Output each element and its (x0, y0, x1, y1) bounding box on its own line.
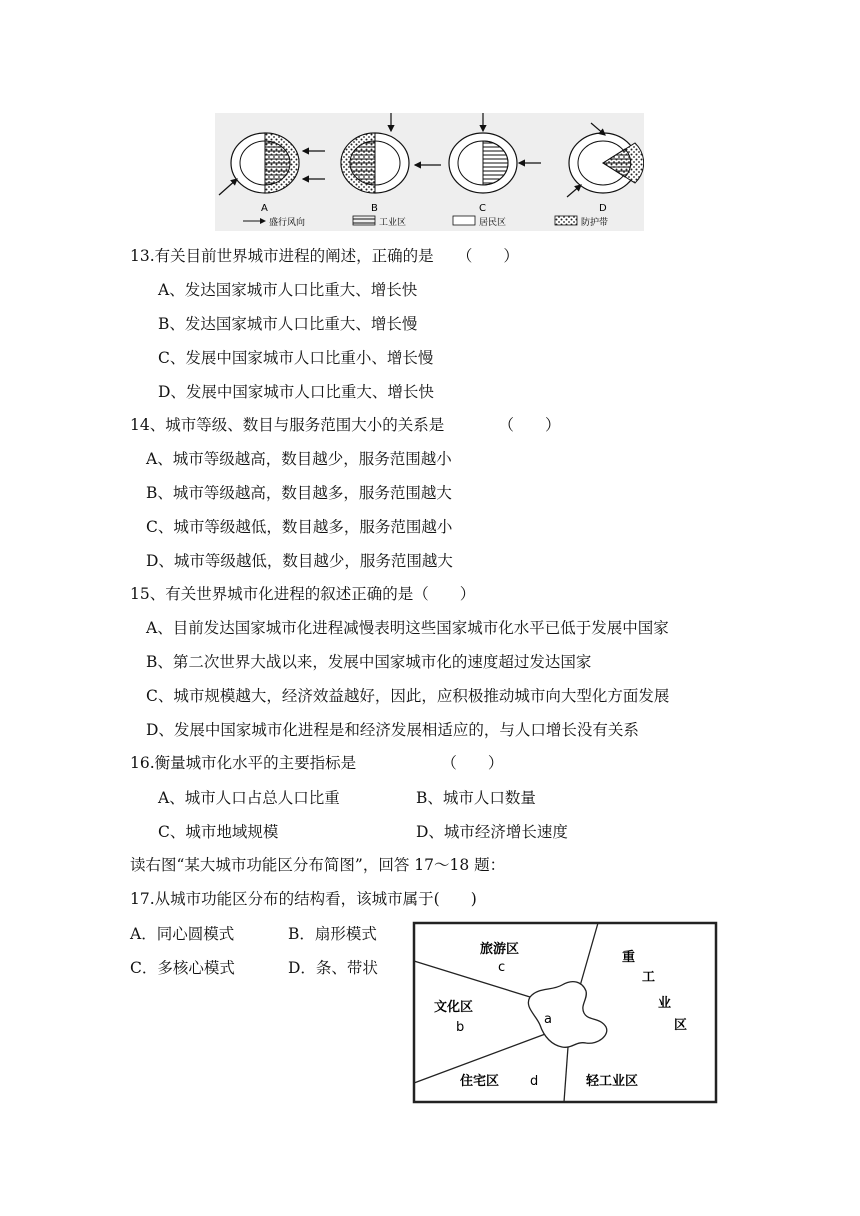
question-15-option-d: D、发展中国家城市化进程是和经济发展相适应的，与人口增长没有关系 (146, 721, 639, 739)
question-15-stem: 15、有关世界城市化进程的叙述正确的是（ ） (130, 585, 476, 603)
question-13-option-b: B、发达国家城市人口比重大、增长慢 (158, 315, 418, 333)
legend-protective: 防护带 (581, 218, 609, 228)
question-14-option-d: D、城市等级越低，数目越少，服务范围越大 (146, 552, 453, 570)
question-16-stem: 16.衡量城市化水平的主要指标是 （ ） (130, 754, 504, 772)
wind-zone-diagram-figure (215, 113, 644, 231)
legend-wind: 盛行风向 (269, 218, 306, 228)
question-16-option-b: B、城市人口数量 (416, 789, 536, 807)
tourism-zone-label: 旅游区 (480, 942, 520, 957)
question-15-option-b: B、第二次世界大战以来，发展中国家城市化的速度超过发达国家 (146, 653, 592, 671)
panel-b-label: B (371, 203, 378, 214)
legend-industrial: 工业区 (379, 218, 407, 228)
city-function-zone-map (412, 921, 718, 1104)
question-16-option-a: A、城市人口占总人口比重 (158, 789, 340, 807)
question-16-option-d: D、城市经济增长速度 (416, 823, 568, 841)
question-17-option-b: B．扇形模式 (288, 925, 377, 943)
center-zone-letter: a (544, 1012, 552, 1027)
residential-zone-letter: d (530, 1074, 539, 1089)
question-14-stem: 14、城市等级、数目与服务范围大小的关系是 （ ） (130, 416, 561, 434)
heavy-industry-char-4: 区 (674, 1018, 688, 1033)
protective-swatch (555, 216, 577, 225)
question-13-option-a: A、发达国家城市人口比重大、增长快 (158, 281, 418, 299)
culture-zone-label: 文化区 (434, 1000, 474, 1015)
residential-zone-label: 住宅区 (460, 1074, 500, 1089)
tourism-zone-letter: c (498, 960, 506, 975)
question-13-option-d: D、发展中国家城市人口比重大、增长快 (158, 383, 434, 401)
question-14-option-b: B、城市等级越高，数目越多，服务范围越大 (146, 484, 452, 502)
question-17-option-c: C．多核心模式 (130, 959, 235, 977)
question-15-option-a: A、目前发达国家城市化进程减慢表明这些国家城市化水平已低于发展中国家 (146, 619, 669, 637)
question-15-option-c: C、城市规模越大，经济效益越好，因此，应积极推动城市向大型化方面发展 (146, 687, 670, 705)
question-16-option-c: C、城市地域规模 (158, 823, 279, 841)
question-17-option-a: A．同心圆模式 (130, 925, 235, 943)
residential-swatch (453, 216, 475, 225)
panel-a-label: A (261, 203, 268, 214)
panel-d-label: D (599, 203, 607, 214)
culture-zone-letter: b (456, 1020, 465, 1035)
heavy-industry-char-2: 工 (642, 970, 656, 985)
heavy-industry-char-3: 业 (658, 996, 672, 1011)
intro-17-18: 读右图“某大城市功能区分布简图”，回答 17～18 题： (130, 856, 506, 874)
legend-residential: 居民区 (479, 218, 507, 228)
light-industry-zone-label: 轻工业区 (586, 1074, 639, 1089)
question-14-option-c: C、城市等级越低，数目越多，服务范围越小 (146, 518, 453, 536)
question-17-option-d: D．条、带状 (288, 959, 378, 977)
question-17-stem: 17.从城市功能区分布的结构看，该城市属于( ) (130, 890, 477, 908)
panel-c-label: C (479, 203, 486, 214)
question-13-stem: 13.有关目前世界城市进程的阐述，正确的是 （ ） (130, 247, 519, 265)
industrial-swatch (353, 216, 375, 225)
question-14-option-a: A、城市等级越高，数目越少，服务范围越小 (146, 450, 452, 468)
question-13-option-c: C、发展中国家城市人口比重小、增长慢 (158, 349, 434, 367)
heavy-industry-char-1: 重 (622, 950, 636, 965)
